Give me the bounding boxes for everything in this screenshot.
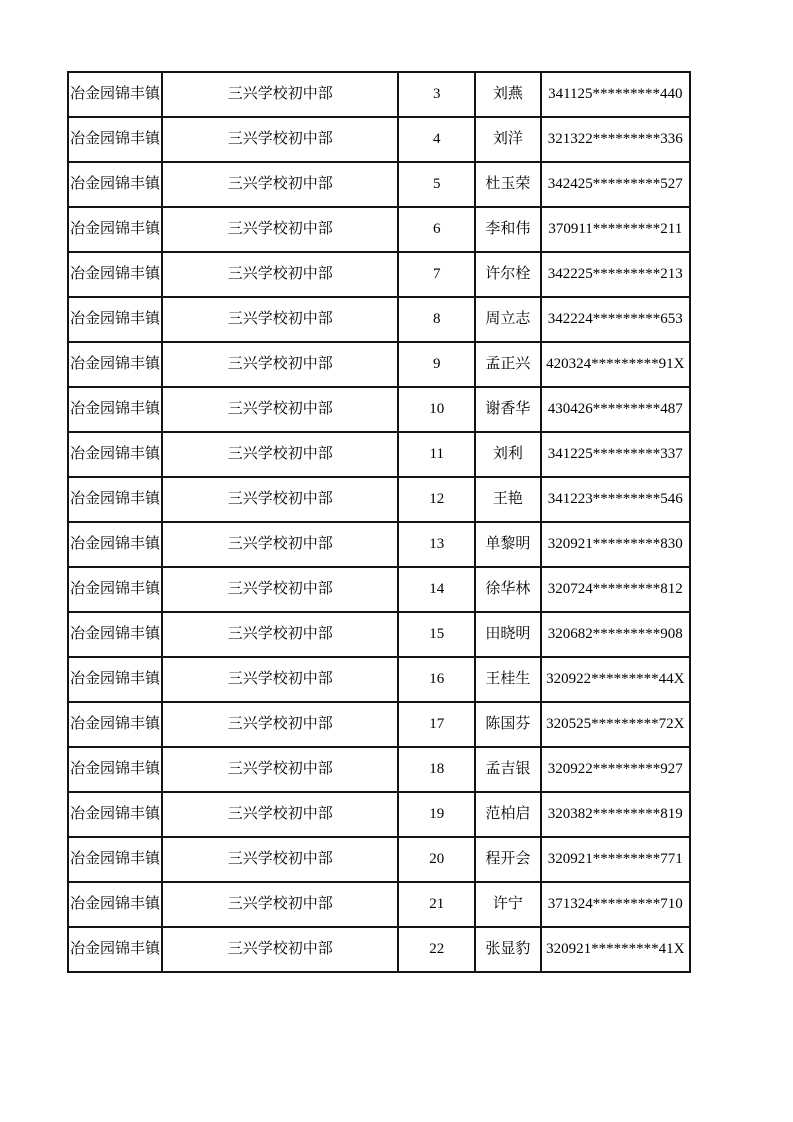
cell-town: 冶金园锦丰镇 [68, 252, 162, 297]
cell-id-masked: 342224*********653 [541, 297, 690, 342]
table-row [68, 747, 690, 792]
cell-seq-no: 15 [398, 612, 475, 657]
cell-seq-no: 8 [398, 297, 475, 342]
cell-seq-no: 5 [398, 162, 475, 207]
cell-name: 李和伟 [475, 207, 540, 252]
table-row [68, 162, 690, 207]
cell-name: 王桂生 [475, 657, 540, 702]
cell-seq-no: 17 [398, 702, 475, 747]
cell-name: 杜玉荣 [475, 162, 540, 207]
cell-school: 三兴学校初中部 [162, 387, 398, 432]
cell-seq-no: 7 [398, 252, 475, 297]
cell-seq-no: 13 [398, 522, 475, 567]
cell-id-masked: 341125*********440 [541, 72, 690, 117]
cell-school: 三兴学校初中部 [162, 792, 398, 837]
cell-id-masked: 370911*********211 [541, 207, 690, 252]
cell-town: 冶金园锦丰镇 [68, 432, 162, 477]
cell-id-masked: 320921*********41X [541, 927, 690, 972]
cell-seq-no: 19 [398, 792, 475, 837]
table-row [68, 387, 690, 432]
cell-school: 三兴学校初中部 [162, 927, 398, 972]
cell-town: 冶金园锦丰镇 [68, 162, 162, 207]
cell-school: 三兴学校初中部 [162, 117, 398, 162]
table-row [68, 657, 690, 702]
table-row [68, 117, 690, 162]
cell-school: 三兴学校初中部 [162, 477, 398, 522]
cell-id-masked: 420324*********91X [541, 342, 690, 387]
cell-town: 冶金园锦丰镇 [68, 657, 162, 702]
table-row [68, 927, 690, 972]
cell-town: 冶金园锦丰镇 [68, 207, 162, 252]
cell-town: 冶金园锦丰镇 [68, 702, 162, 747]
cell-town: 冶金园锦丰镇 [68, 567, 162, 612]
cell-seq-no: 6 [398, 207, 475, 252]
cell-seq-no: 16 [398, 657, 475, 702]
cell-name: 田晓明 [475, 612, 540, 657]
cell-seq-no: 12 [398, 477, 475, 522]
cell-id-masked: 430426*********487 [541, 387, 690, 432]
table-row [68, 522, 690, 567]
cell-id-masked: 341223*********546 [541, 477, 690, 522]
cell-name: 孟正兴 [475, 342, 540, 387]
cell-name: 单黎明 [475, 522, 540, 567]
cell-school: 三兴学校初中部 [162, 612, 398, 657]
cell-school: 三兴学校初中部 [162, 207, 398, 252]
student-roster-table [67, 71, 691, 973]
cell-school: 三兴学校初中部 [162, 162, 398, 207]
cell-name: 谢香华 [475, 387, 540, 432]
cell-school: 三兴学校初中部 [162, 432, 398, 477]
cell-name: 周立志 [475, 297, 540, 342]
cell-seq-no: 11 [398, 432, 475, 477]
table-row [68, 567, 690, 612]
cell-id-masked: 320724*********812 [541, 567, 690, 612]
table-row [68, 207, 690, 252]
cell-school: 三兴学校初中部 [162, 702, 398, 747]
cell-id-masked: 320382*********819 [541, 792, 690, 837]
cell-name: 刘利 [475, 432, 540, 477]
cell-name: 许宁 [475, 882, 540, 927]
cell-seq-no: 22 [398, 927, 475, 972]
cell-town: 冶金园锦丰镇 [68, 747, 162, 792]
cell-school: 三兴学校初中部 [162, 72, 398, 117]
cell-id-masked: 342425*********527 [541, 162, 690, 207]
cell-seq-no: 10 [398, 387, 475, 432]
cell-id-masked: 321322*********336 [541, 117, 690, 162]
cell-school: 三兴学校初中部 [162, 522, 398, 567]
cell-id-masked: 320525*********72X [541, 702, 690, 747]
cell-name: 刘燕 [475, 72, 540, 117]
cell-school: 三兴学校初中部 [162, 747, 398, 792]
table-row [68, 72, 690, 117]
cell-id-masked: 320921*********830 [541, 522, 690, 567]
cell-town: 冶金园锦丰镇 [68, 342, 162, 387]
cell-town: 冶金园锦丰镇 [68, 882, 162, 927]
cell-school: 三兴学校初中部 [162, 252, 398, 297]
table-row [68, 837, 690, 882]
cell-seq-no: 3 [398, 72, 475, 117]
cell-name: 刘洋 [475, 117, 540, 162]
cell-name: 王艳 [475, 477, 540, 522]
cell-id-masked: 371324*********710 [541, 882, 690, 927]
cell-id-masked: 341225*********337 [541, 432, 690, 477]
cell-town: 冶金园锦丰镇 [68, 927, 162, 972]
cell-town: 冶金园锦丰镇 [68, 387, 162, 432]
table-row [68, 252, 690, 297]
cell-id-masked: 342225*********213 [541, 252, 690, 297]
cell-name: 张显豹 [475, 927, 540, 972]
cell-town: 冶金园锦丰镇 [68, 612, 162, 657]
cell-school: 三兴学校初中部 [162, 567, 398, 612]
cell-id-masked: 320922*********927 [541, 747, 690, 792]
cell-name: 孟吉银 [475, 747, 540, 792]
cell-name: 程开会 [475, 837, 540, 882]
cell-name: 陈国芬 [475, 702, 540, 747]
cell-name: 范柏启 [475, 792, 540, 837]
table-row [68, 297, 690, 342]
cell-seq-no: 20 [398, 837, 475, 882]
table-row [68, 612, 690, 657]
cell-seq-no: 9 [398, 342, 475, 387]
table-row [68, 342, 690, 387]
cell-school: 三兴学校初中部 [162, 657, 398, 702]
cell-seq-no: 14 [398, 567, 475, 612]
cell-id-masked: 320922*********44X [541, 657, 690, 702]
roster-table-body [68, 72, 690, 972]
table-row [68, 432, 690, 477]
cell-name: 徐华林 [475, 567, 540, 612]
cell-town: 冶金园锦丰镇 [68, 477, 162, 522]
cell-school: 三兴学校初中部 [162, 342, 398, 387]
table-row [68, 792, 690, 837]
cell-town: 冶金园锦丰镇 [68, 72, 162, 117]
cell-seq-no: 18 [398, 747, 475, 792]
cell-town: 冶金园锦丰镇 [68, 522, 162, 567]
cell-town: 冶金园锦丰镇 [68, 117, 162, 162]
cell-name: 许尔栓 [475, 252, 540, 297]
table-row [68, 477, 690, 522]
cell-id-masked: 320682*********908 [541, 612, 690, 657]
cell-town: 冶金园锦丰镇 [68, 297, 162, 342]
cell-school: 三兴学校初中部 [162, 882, 398, 927]
table-row [68, 702, 690, 747]
table-row [68, 882, 690, 927]
cell-town: 冶金园锦丰镇 [68, 792, 162, 837]
cell-town: 冶金园锦丰镇 [68, 837, 162, 882]
cell-school: 三兴学校初中部 [162, 837, 398, 882]
cell-id-masked: 320921*********771 [541, 837, 690, 882]
cell-school: 三兴学校初中部 [162, 297, 398, 342]
cell-seq-no: 21 [398, 882, 475, 927]
cell-seq-no: 4 [398, 117, 475, 162]
